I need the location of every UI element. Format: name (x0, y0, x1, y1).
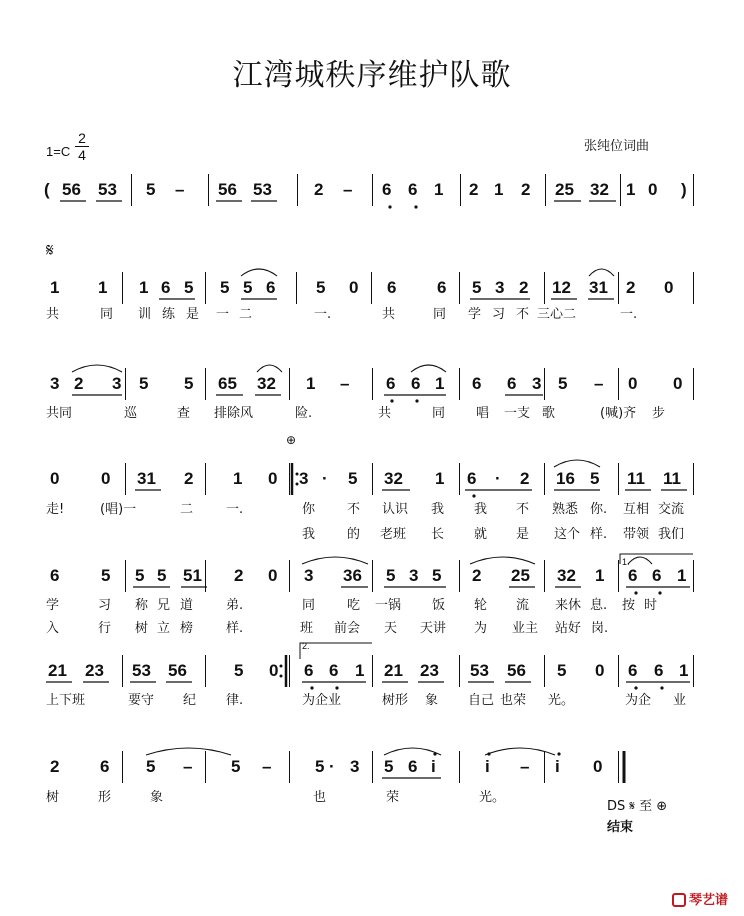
lyric: 光。 (548, 693, 575, 708)
lyric: 你 (302, 502, 316, 517)
lyric: 榜 (180, 621, 194, 636)
note: 2 (520, 469, 530, 488)
lyric: 巡 (124, 406, 138, 421)
note: 2 (469, 180, 479, 199)
lyric: 共 (378, 406, 392, 421)
note: 2 (234, 566, 244, 585)
ending-2-label: 2. (302, 641, 310, 651)
note: – (262, 757, 272, 776)
octave-dot-low (472, 494, 475, 497)
lyric: 为企业 (302, 693, 342, 708)
lyric: 这个 (554, 527, 581, 542)
octave-dot-high (487, 752, 490, 755)
note: – (175, 180, 185, 199)
note: 5 (146, 180, 156, 199)
slur (146, 748, 231, 755)
lyric: 行 (98, 621, 112, 636)
note: ) (681, 180, 687, 199)
lyric: 饭 (432, 598, 446, 613)
lyric: (唱)一 (100, 502, 137, 517)
slur (628, 557, 652, 564)
lyric: 是 (186, 307, 200, 322)
lyric: 按 (622, 598, 636, 613)
lyric: 样. (590, 527, 608, 542)
note: 5 (234, 661, 244, 680)
lyric: 的 (347, 527, 361, 542)
lyric: 熟悉 (552, 502, 579, 517)
note: 5 (558, 374, 568, 393)
lyric: 排除风 (214, 406, 254, 421)
note: 6 (329, 661, 339, 680)
meter-bottom: 4 (75, 146, 89, 163)
note: 2 (314, 180, 324, 199)
ending-2-bracket (300, 643, 372, 659)
lyric: 唱 (476, 406, 490, 421)
lyric: 业主 (512, 621, 539, 636)
note: 5 (316, 278, 326, 297)
note: 6 (161, 278, 171, 297)
note: 56 (507, 661, 526, 680)
meter-top: 2 (78, 130, 86, 146)
note: 6 (411, 374, 421, 393)
note: ( (44, 180, 50, 199)
note: 36 (343, 566, 362, 585)
note: 23 (420, 661, 439, 680)
note: 5 (135, 566, 145, 585)
lyric: 象 (425, 693, 439, 708)
note: 3 (50, 374, 60, 393)
note: 53 (132, 661, 151, 680)
note: 2 (50, 757, 60, 776)
lyric: 我 (302, 527, 316, 542)
lyric: 时 (644, 598, 658, 613)
lyric: 为 (474, 621, 488, 636)
lyric: 天 (384, 621, 398, 636)
note: – (594, 374, 604, 393)
note: 3 (350, 757, 360, 776)
note: 6 (654, 661, 664, 680)
repeat-dot (296, 483, 299, 486)
note: 32 (590, 180, 609, 199)
note: 5 (243, 278, 253, 297)
lyric: 前会 (334, 621, 361, 636)
note: 5 (231, 757, 241, 776)
note: 3 (304, 566, 314, 585)
lyric: 岗. (591, 621, 609, 636)
lyric: 老班 (380, 527, 407, 542)
note: 1 (435, 469, 445, 488)
note: 6 (507, 374, 517, 393)
note: 65 (218, 374, 237, 393)
lyric: 二 (180, 502, 194, 517)
note: 5 (590, 469, 600, 488)
note: 3 (532, 374, 542, 393)
note: 6 (652, 566, 662, 585)
logo-text: 琴艺谱 (689, 893, 729, 908)
note: i (485, 757, 490, 776)
note: 0 (628, 374, 638, 393)
lyric: 同 (100, 307, 114, 322)
note: 5 (184, 278, 194, 297)
lyric: 站好 (555, 621, 582, 636)
ds-to-text: 至 (639, 799, 653, 814)
note: 32 (384, 469, 403, 488)
note: 11 (663, 469, 681, 488)
note: 5 (386, 566, 396, 585)
note: · (329, 757, 335, 776)
lyric: 走! (46, 502, 65, 517)
lyric: 我们 (658, 527, 685, 542)
lyric: 带领 (623, 527, 650, 542)
lyric: 业 (673, 693, 687, 708)
slur (257, 365, 282, 372)
note: 5 (472, 278, 482, 297)
note: 5 (432, 566, 442, 585)
note: 1 (50, 278, 60, 297)
note: 1 (626, 180, 636, 199)
note: 6 (628, 566, 638, 585)
note: 1 (98, 278, 108, 297)
note: 0 (593, 757, 603, 776)
note: 2 (521, 180, 531, 199)
lyric: 一锅 (375, 598, 402, 613)
lyric: 班 (300, 621, 314, 636)
note: 3 (112, 374, 122, 393)
note: i (431, 757, 436, 776)
note: 6 (387, 278, 397, 297)
lyric: 我 (431, 502, 445, 517)
note: 53 (98, 180, 117, 199)
note: 1 (595, 566, 605, 585)
lyric: 三心二 (537, 307, 577, 322)
lyric: 纪 (183, 693, 197, 708)
octave-dot-low (660, 686, 663, 689)
lyric: 荣 (386, 790, 400, 805)
lyric: 学 (468, 307, 482, 322)
note: 0 (349, 278, 359, 297)
note: 6 (437, 278, 447, 297)
ds-segno-icon: 𝄋 (629, 799, 635, 814)
octave-dot-low (388, 205, 391, 208)
lyric: 就 (474, 527, 488, 542)
note: 0 (50, 469, 60, 488)
end-label: 结束 (607, 820, 634, 835)
lyric: 歌 (542, 406, 556, 421)
note: 0 (268, 566, 278, 585)
note: 25 (511, 566, 530, 585)
note: 5 (146, 757, 156, 776)
note: 5 (220, 278, 230, 297)
note: 1 (677, 566, 687, 585)
composer-credit: 张纯位词曲 (584, 139, 650, 154)
repeat-dot (296, 473, 299, 476)
lyric: 也 (313, 790, 327, 805)
logo-icon (672, 893, 686, 907)
note: – (343, 180, 353, 199)
note: 0 (664, 278, 674, 297)
coda-icon: ⊕ (286, 433, 297, 447)
note: 25 (555, 180, 574, 199)
lyric: 交流 (658, 502, 685, 517)
note: 6 (382, 180, 392, 199)
lyric: 共 (382, 307, 396, 322)
repeat-dot (280, 665, 283, 668)
octave-dot-low (390, 399, 393, 402)
lyric: 流 (516, 598, 530, 613)
lyric: 光。 (479, 790, 506, 805)
note: 2 (472, 566, 482, 585)
lyric: 险. (295, 406, 313, 421)
slur (554, 460, 600, 467)
note: 6 (467, 469, 477, 488)
page-title: 江湾城秩序维护队歌 (232, 58, 512, 93)
note: · (495, 469, 501, 488)
lyric: 习 (98, 598, 112, 613)
lyric: 自己 (468, 693, 495, 708)
note: 56 (62, 180, 81, 199)
note: 6 (100, 757, 110, 776)
note: 3 (495, 278, 505, 297)
note: – (183, 757, 193, 776)
note: · (322, 469, 328, 488)
lyric: 二 (239, 307, 253, 322)
lyric: 互相 (623, 502, 650, 517)
octave-dot-low (658, 591, 661, 594)
note: 5 (157, 566, 167, 585)
lyric: 不 (347, 502, 361, 517)
note: 1 (494, 180, 504, 199)
note: 1 (139, 278, 149, 297)
lyric: 一支 (504, 406, 531, 421)
note: 53 (253, 180, 272, 199)
note: 5 (557, 661, 567, 680)
note: 11 (627, 469, 645, 488)
lyric: 弟. (226, 598, 244, 613)
note: 0 (101, 469, 111, 488)
lyric: 来休 (555, 598, 582, 613)
note: 23 (85, 661, 104, 680)
note: 6 (304, 661, 314, 680)
note: 5 (101, 566, 111, 585)
repeat-dot (280, 675, 283, 678)
lyric: 一. (314, 307, 332, 322)
lyric: 同 (432, 406, 446, 421)
lyric: 共 (46, 307, 60, 322)
octave-dot-low (634, 591, 637, 594)
lyric: 不 (516, 307, 530, 322)
ds-text: DS (607, 799, 626, 814)
note: 12 (552, 278, 571, 297)
note: 16 (556, 469, 575, 488)
lyric: 息. (590, 598, 608, 613)
ending-1-bracket (620, 554, 693, 564)
lyric: 称 (135, 598, 149, 613)
note: 3 (299, 469, 309, 488)
lyric: 同 (433, 307, 447, 322)
ending-1-label: 1. (622, 557, 630, 567)
lyric: 要守 (128, 693, 155, 708)
slur (470, 557, 535, 564)
note: i (555, 757, 560, 776)
lyric: 天讲 (420, 621, 447, 636)
slur (589, 269, 614, 276)
lyric: 树 (135, 621, 149, 636)
note: 6 (408, 180, 418, 199)
lyric: 认识 (382, 502, 409, 517)
note: 2 (74, 374, 84, 393)
lyric: 同 (302, 598, 316, 613)
lyric: 一 (216, 307, 230, 322)
lyric: 象 (150, 790, 164, 805)
note: 6 (628, 661, 638, 680)
lyric: 立 (157, 621, 171, 636)
lyric: 长 (431, 527, 445, 542)
note: 0 (268, 469, 278, 488)
lyric: 兄 (157, 598, 171, 613)
lyric: 为企 (625, 693, 652, 708)
slur (411, 365, 446, 372)
note: 5 (384, 757, 394, 776)
note: 32 (257, 374, 276, 393)
lyric: 一. (620, 307, 638, 322)
lyric: (喊)齐 (600, 406, 637, 421)
note: 53 (470, 661, 489, 680)
lyric: 查 (177, 406, 191, 421)
lyric: 步 (652, 406, 666, 421)
lyric: 形 (98, 790, 112, 805)
lyric: 道 (180, 598, 194, 613)
note: 31 (589, 278, 608, 297)
lyric: 树 (46, 790, 60, 805)
lyric: 律. (226, 693, 244, 708)
note: 56 (218, 180, 237, 199)
note: 51 (183, 566, 202, 585)
lyric: 样. (226, 621, 244, 636)
note: 1 (679, 661, 689, 680)
note: – (520, 757, 530, 776)
note: 32 (557, 566, 576, 585)
lyric: 也荣 (500, 693, 527, 708)
lyric: 共同 (46, 406, 73, 421)
lyric: 入 (46, 621, 60, 636)
note: 6 (266, 278, 276, 297)
lyric: 一. (226, 502, 244, 517)
octave-dot-high (557, 752, 560, 755)
note: 0 (673, 374, 683, 393)
octave-dot-low (415, 399, 418, 402)
note: 5 (315, 757, 325, 776)
lyric: 我 (474, 502, 488, 517)
slur (384, 748, 441, 755)
lyric: 学 (46, 598, 60, 613)
note: 1 (233, 469, 243, 488)
note: 0 (648, 180, 658, 199)
slur (302, 557, 368, 564)
note: 31 (137, 469, 156, 488)
lyric: 吃 (347, 598, 361, 613)
note: 1 (435, 374, 445, 393)
note: 2 (184, 469, 194, 488)
lyric: 练 (162, 307, 176, 322)
lyric: 习 (492, 307, 506, 322)
octave-dot-low (634, 686, 637, 689)
note: 2 (519, 278, 529, 297)
lyric: 上下班 (46, 693, 86, 708)
note: – (340, 374, 350, 393)
lyric: 轮 (474, 598, 488, 613)
octave-dot-low (335, 686, 338, 689)
ds-coda-icon: ⊕ (656, 799, 668, 814)
note: 0 (269, 661, 279, 680)
slur (72, 365, 122, 372)
key-signature: 1=C (46, 144, 71, 159)
note: 2 (626, 278, 636, 297)
note: 5 (184, 374, 194, 393)
note: 6 (386, 374, 396, 393)
note: 1 (306, 374, 316, 393)
note: 1 (434, 180, 444, 199)
lyric: 树形 (382, 693, 409, 708)
note: 0 (595, 661, 605, 680)
slur (241, 269, 277, 276)
segno-icon: 𝄋 (46, 240, 54, 261)
note: 6 (472, 374, 482, 393)
note: 21 (48, 661, 67, 680)
note: 5 (139, 374, 149, 393)
octave-dot-low (310, 686, 313, 689)
lyric: 是 (516, 527, 530, 542)
lyric: 训 (138, 307, 152, 322)
note: 5 (348, 469, 358, 488)
note: 21 (384, 661, 403, 680)
lyric: 不 (516, 502, 530, 517)
note: 6 (50, 566, 60, 585)
note: 6 (408, 757, 418, 776)
octave-dot-high (433, 752, 436, 755)
site-logo (672, 889, 728, 908)
note: 3 (409, 566, 419, 585)
note: 1 (355, 661, 365, 680)
note: 56 (168, 661, 187, 680)
slur (485, 748, 555, 755)
octave-dot-low (414, 205, 417, 208)
lyric: 你. (590, 502, 608, 517)
